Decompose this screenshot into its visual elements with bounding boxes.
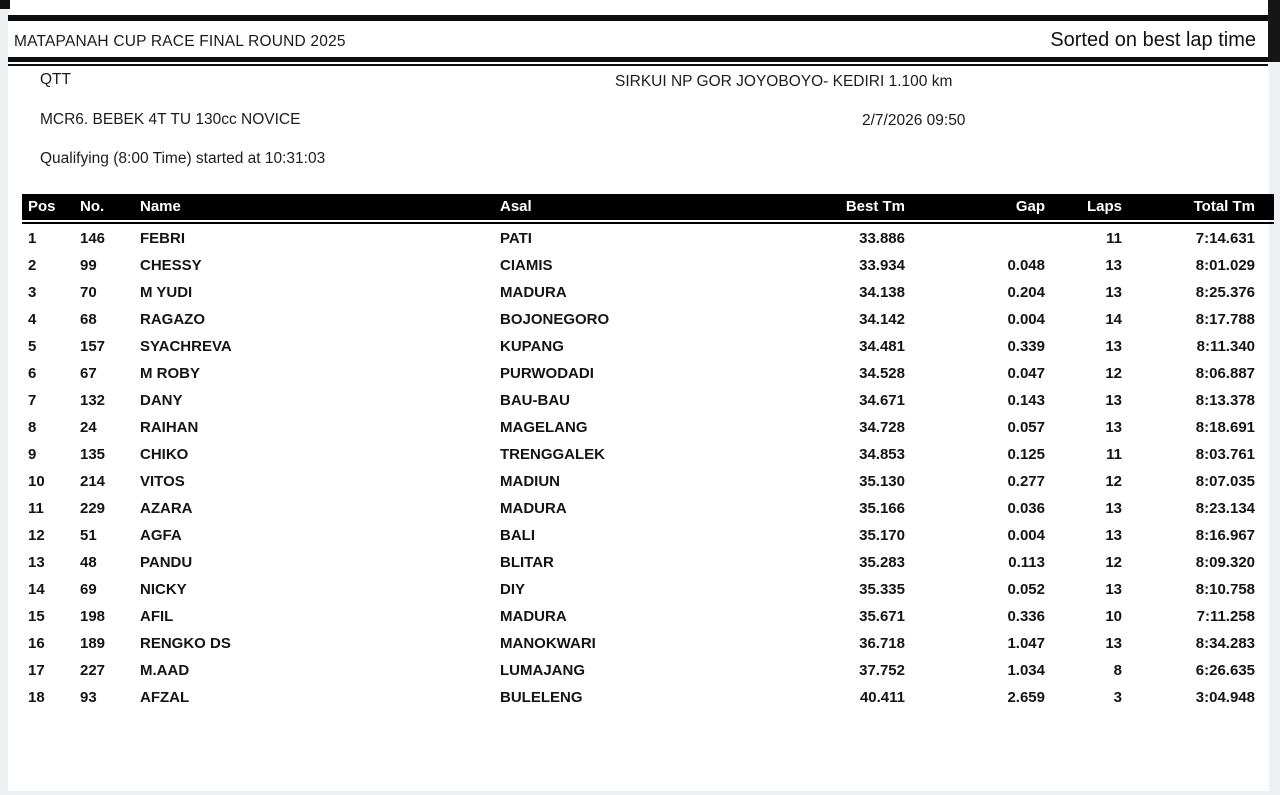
cell-asal: BLITAR [500, 554, 554, 571]
event-title: MATAPANAH CUP RACE FINAL ROUND 2025 [14, 33, 346, 50]
cell-asal: LUMAJANG [500, 662, 585, 679]
cell-no: 189 [80, 635, 106, 652]
cell-pos: 12 [28, 527, 45, 544]
cell-no: 93 [80, 689, 97, 706]
cell-asal: MANOKWARI [500, 635, 596, 652]
title-underline [8, 57, 1268, 66]
cell-total-tm: 8:01.029 [1195, 257, 1255, 274]
cell-name: AFZAL [140, 689, 190, 706]
cell-pos: 11 [28, 500, 44, 517]
table-row [22, 576, 1274, 603]
table-row [22, 549, 1274, 576]
cell-asal: MADURA [500, 284, 567, 301]
cell-no: 227 [80, 662, 106, 679]
cell-best-tm: 35.335 [859, 581, 905, 598]
cell-no: 157 [80, 338, 106, 355]
cell-gap: 0.339 [1007, 338, 1045, 355]
cell-best-tm: 35.166 [859, 500, 905, 517]
session-datetime: 2/7/2026 09:50 [862, 112, 966, 129]
cell-pos: 10 [28, 473, 45, 490]
cell-asal: PATI [500, 230, 532, 247]
cell-pos: 15 [28, 608, 45, 625]
cell-gap: 0.336 [1007, 608, 1045, 625]
cell-total-tm: 8:10.758 [1195, 581, 1255, 598]
cell-laps: 13 [1105, 527, 1122, 544]
cell-name: VITOS [140, 473, 185, 490]
cell-no: 146 [80, 230, 106, 247]
cell-no: 135 [80, 446, 106, 463]
cell-no: 24 [80, 419, 97, 436]
cell-pos: 16 [28, 635, 45, 652]
cell-no: 67 [80, 365, 97, 382]
cell-laps: 3 [1113, 689, 1122, 706]
cell-gap [905, 225, 1045, 252]
cell-total-tm: 8:11.340 [1196, 338, 1255, 355]
cell-gap: 0.047 [1007, 365, 1045, 382]
cell-no: 48 [80, 554, 97, 571]
sort-note: Sorted on best lap time [1050, 29, 1256, 51]
cell-best-tm: 34.671 [859, 392, 905, 409]
cell-name: AFIL [140, 608, 174, 625]
cell-asal: MADIUN [500, 473, 560, 490]
cell-best-tm: 33.934 [859, 257, 905, 274]
cell-laps: 13 [1105, 338, 1122, 355]
cell-best-tm: 35.170 [859, 527, 905, 544]
cell-pos: 3 [28, 284, 37, 301]
cell-laps: 12 [1105, 473, 1122, 490]
column-header-asal: Asal [500, 198, 532, 215]
table-row [22, 441, 1274, 468]
cell-total-tm: 7:14.631 [1195, 230, 1255, 247]
cell-asal: MADURA [500, 500, 567, 517]
column-header-no: No. [80, 198, 105, 215]
cell-gap: 0.004 [1007, 311, 1045, 328]
cell-laps: 12 [1105, 554, 1122, 571]
column-header-pos: Pos [28, 198, 56, 215]
cell-no: 68 [80, 311, 97, 328]
cell-asal: BAU-BAU [500, 392, 570, 409]
cell-gap: 1.047 [1007, 635, 1045, 652]
results-table [22, 194, 1274, 711]
cell-name: CHESSY [140, 257, 202, 274]
cell-asal: MAGELANG [500, 419, 588, 436]
cell-name: RENGKO DS [140, 635, 231, 652]
cell-asal: BALI [500, 527, 535, 544]
cell-gap: 0.004 [1007, 527, 1045, 544]
column-header-gap: Gap [1015, 198, 1045, 215]
cell-name: M ROBY [140, 365, 200, 382]
cell-asal: KUPANG [500, 338, 564, 355]
cell-best-tm: 34.528 [859, 365, 905, 382]
cell-pos: 8 [28, 419, 37, 436]
cell-best-tm: 35.671 [859, 608, 905, 625]
circuit-name: SIRKUI NP GOR JOYOBOYO- KEDIRI 1.100 km [615, 73, 953, 90]
cell-pos: 1 [28, 230, 37, 247]
page-right-top-mark [1268, 0, 1280, 62]
cell-best-tm: 34.142 [859, 311, 905, 328]
cell-best-tm: 34.481 [859, 338, 905, 355]
cell-no: 70 [80, 284, 97, 301]
column-header-laps: Laps [1086, 198, 1122, 215]
cell-asal: PURWODADI [500, 365, 594, 382]
table-row [22, 630, 1274, 657]
session-detail: Qualifying (8:00 Time) started at 10:31:03 [40, 150, 326, 167]
cell-gap: 0.057 [1007, 419, 1045, 436]
table-row [22, 684, 1274, 711]
cell-pos: 18 [28, 689, 45, 706]
table-row [22, 603, 1274, 630]
cell-gap: 0.036 [1007, 500, 1045, 517]
cell-laps: 10 [1105, 608, 1122, 625]
cell-gap: 1.034 [1007, 662, 1045, 679]
cell-name: FEBRI [140, 230, 185, 247]
table-row [22, 657, 1274, 684]
page-left-margin [0, 0, 8, 795]
cell-total-tm: 8:17.788 [1195, 311, 1255, 328]
cell-name: CHIKO [140, 446, 189, 463]
cell-name: PANDU [140, 554, 193, 571]
page-bottom-margin [0, 791, 1280, 795]
table-row [22, 225, 1274, 252]
cell-gap: 0.204 [1007, 284, 1045, 301]
table-row [22, 252, 1274, 279]
top-rule [8, 15, 1268, 21]
table-row [22, 468, 1274, 495]
cell-name: NICKY [140, 581, 187, 598]
session-code: QTT [40, 71, 71, 88]
title-band [14, 24, 1256, 56]
cell-asal: DIY [500, 581, 526, 598]
cell-name: SYACHREVA [140, 338, 232, 355]
cell-best-tm: 34.138 [859, 284, 905, 301]
cell-no: 51 [80, 527, 97, 544]
cell-best-tm: 35.130 [859, 473, 905, 490]
cell-total-tm: 8:09.320 [1195, 554, 1255, 571]
cell-gap: 0.143 [1007, 392, 1045, 409]
cell-no: 214 [80, 473, 106, 490]
cell-total-tm: 7:11.258 [1196, 608, 1255, 625]
cell-laps: 13 [1105, 635, 1122, 652]
column-header-best-tm: Best Tm [845, 198, 905, 215]
cell-name: RAIHAN [140, 419, 199, 436]
cell-name: M.AAD [140, 662, 190, 679]
cell-total-tm: 8:13.378 [1195, 392, 1255, 409]
table-header-row [22, 194, 1274, 220]
table-row [22, 414, 1274, 441]
cell-asal: TRENGGALEK [500, 446, 605, 463]
cell-laps: 8 [1113, 662, 1122, 679]
header-underline [22, 222, 1274, 224]
table-row [22, 306, 1274, 333]
cell-pos: 9 [28, 446, 37, 463]
cell-pos: 4 [28, 311, 37, 328]
cell-best-tm: 37.752 [859, 662, 905, 679]
cell-asal: BOJONEGORO [500, 311, 610, 328]
cell-laps: 13 [1105, 419, 1122, 436]
cell-total-tm: 8:25.376 [1195, 284, 1255, 301]
column-header-total-tm: Total Tm [1193, 198, 1255, 215]
column-header-name: Name [140, 198, 181, 215]
cell-no: 69 [80, 581, 97, 598]
table-row [22, 333, 1274, 360]
cell-gap: 0.125 [1007, 446, 1045, 463]
cell-total-tm: 3:04.948 [1195, 689, 1255, 706]
table-row [22, 522, 1274, 549]
cell-best-tm: 36.718 [859, 635, 905, 652]
cell-laps: 13 [1105, 392, 1122, 409]
table-row [22, 360, 1274, 387]
cell-best-tm: 34.728 [859, 419, 905, 436]
cell-best-tm: 33.886 [859, 230, 905, 247]
cell-laps: 13 [1105, 500, 1122, 517]
cell-total-tm: 6:26.635 [1195, 662, 1255, 679]
cell-asal: BULELENG [500, 689, 583, 706]
cell-gap: 0.113 [1008, 554, 1045, 571]
cell-laps: 13 [1105, 581, 1122, 598]
cell-pos: 5 [28, 338, 37, 355]
table-row [22, 279, 1274, 306]
cell-total-tm: 8:16.967 [1195, 527, 1255, 544]
cell-total-tm: 8:23.134 [1195, 500, 1255, 517]
table-row [22, 495, 1274, 522]
cell-no: 99 [80, 257, 97, 274]
cell-gap: 0.052 [1007, 581, 1045, 598]
cell-pos: 7 [28, 392, 37, 409]
cell-total-tm: 8:34.283 [1195, 635, 1255, 652]
cell-no: 229 [80, 500, 106, 517]
cell-pos: 2 [28, 257, 37, 274]
page-corner-mark [0, 0, 10, 9]
cell-best-tm: 34.853 [859, 446, 905, 463]
cell-pos: 14 [28, 581, 45, 598]
cell-total-tm: 8:18.691 [1195, 419, 1255, 436]
cell-gap: 2.659 [1007, 689, 1045, 706]
race-class-name: MCR6. BEBEK 4T TU 130cc NOVICE [40, 111, 301, 128]
cell-laps: 14 [1105, 311, 1122, 328]
cell-laps: 11 [1106, 230, 1122, 247]
cell-name: AGFA [140, 527, 182, 544]
cell-total-tm: 8:07.035 [1195, 473, 1255, 490]
cell-laps: 12 [1105, 365, 1122, 382]
table-row [22, 387, 1274, 414]
cell-laps: 13 [1105, 284, 1122, 301]
cell-pos: 13 [28, 554, 45, 571]
cell-asal: MADURA [500, 608, 567, 625]
cell-pos: 6 [28, 365, 37, 382]
cell-name: DANY [140, 392, 183, 409]
cell-total-tm: 8:03.761 [1195, 446, 1255, 463]
cell-no: 198 [80, 608, 106, 625]
cell-name: M YUDI [140, 284, 193, 301]
cell-best-tm: 40.411 [859, 689, 905, 706]
cell-best-tm: 35.283 [859, 554, 905, 571]
cell-gap: 0.048 [1007, 257, 1045, 274]
cell-laps: 11 [1106, 446, 1122, 463]
cell-name: AZARA [140, 500, 193, 517]
cell-no: 132 [80, 392, 106, 409]
table-body [22, 225, 1274, 711]
cell-name: RAGAZO [140, 311, 205, 328]
cell-laps: 13 [1105, 257, 1122, 274]
cell-pos: 17 [28, 662, 45, 679]
cell-gap: 0.277 [1007, 473, 1045, 490]
cell-asal: CIAMIS [500, 257, 553, 274]
cell-total-tm: 8:06.887 [1195, 365, 1255, 382]
